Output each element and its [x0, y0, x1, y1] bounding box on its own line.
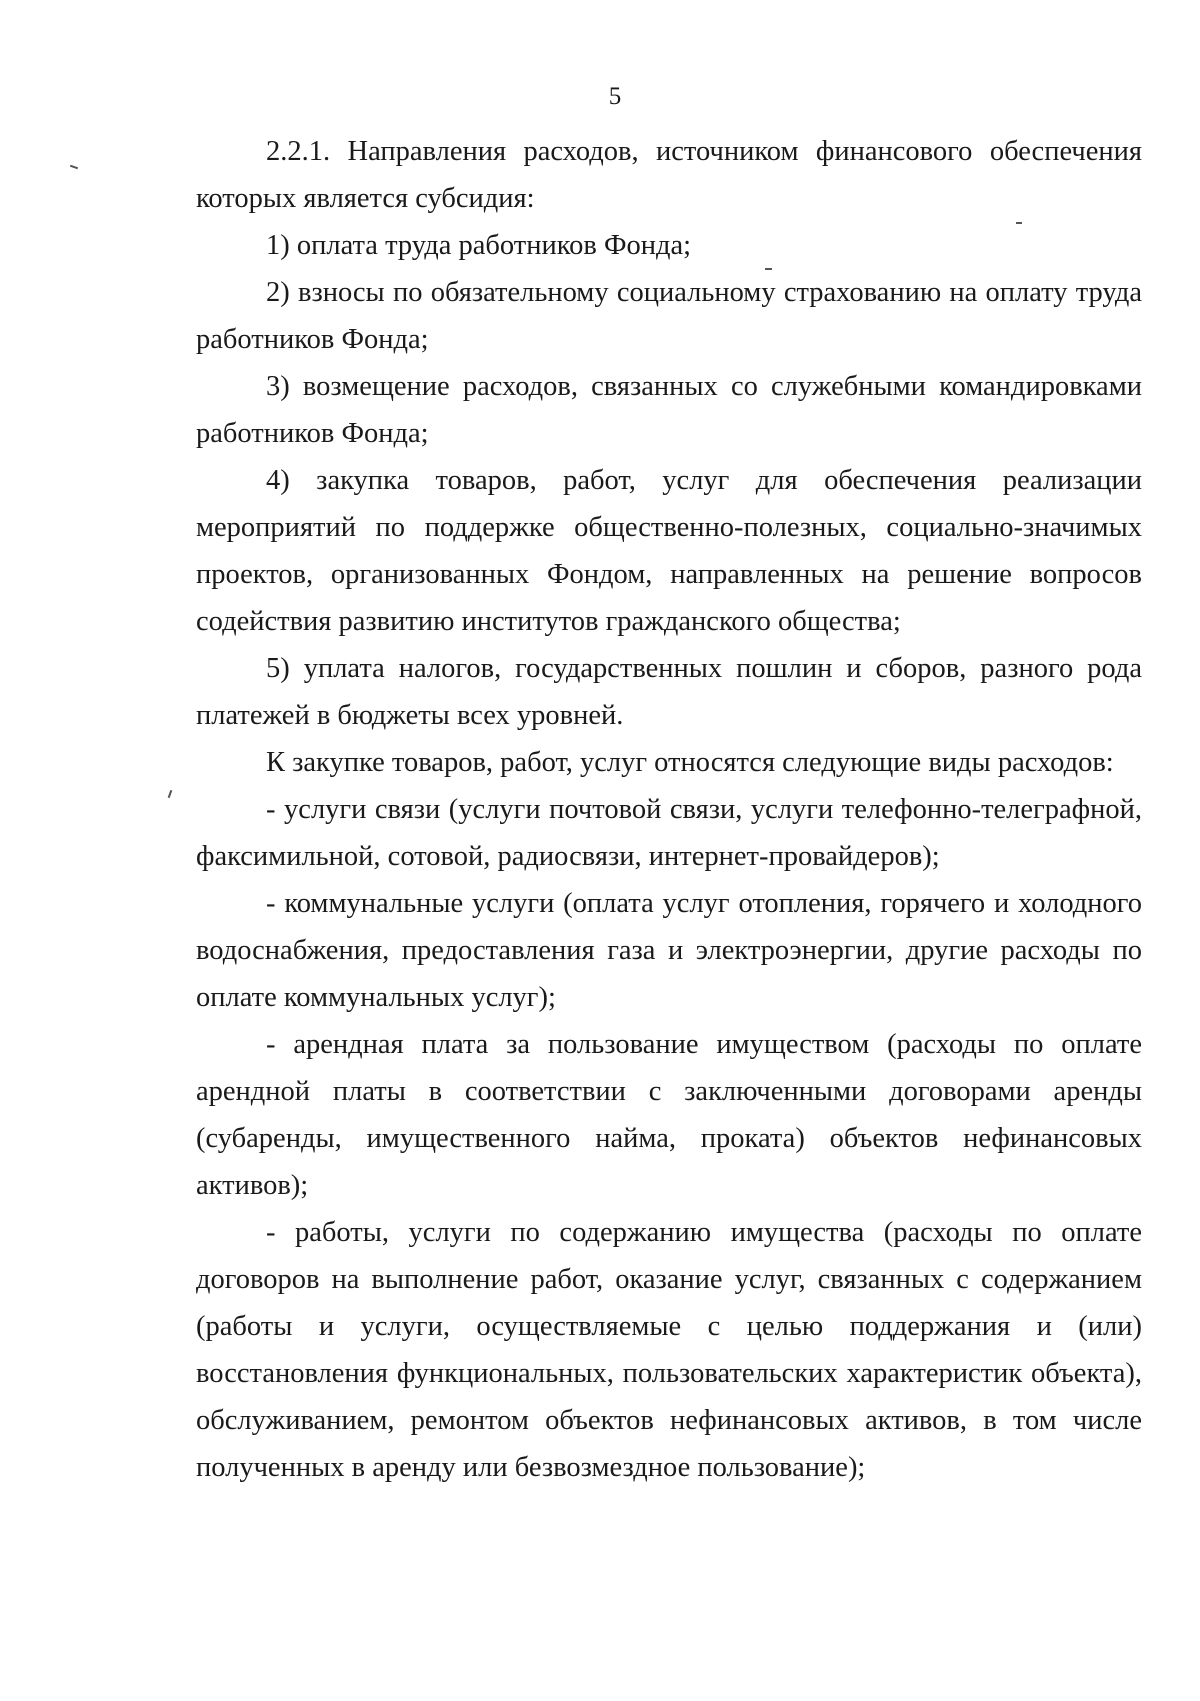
- list-item-2: 2) взносы по обязательному социальному страхованию на оплату труда работников Фонда;: [196, 277, 1142, 355]
- expense-item-utilities: - коммунальные услуги (оплата услуг отопления, горячего и холодного водоснабжения, предоставления газа и электроэнергии, другие расходы по оплате коммунальных услуг);: [196, 888, 1142, 1013]
- expense-item-communication: - услуги связи (услуги почтовой связи, услуги телефонно-телеграфной, факсимильной, сотовой, радиосвязи, интернет-провайдеров);: [196, 794, 1142, 872]
- procurement-intro: К закупке товаров, работ, услуг относятся следующие виды расходов:: [266, 747, 1114, 778]
- list-item-3: 3) возмещение расходов, связанных со служебными командировками работников Фонда;: [196, 371, 1142, 449]
- list-item-4: 4) закупка товаров, работ, услуг для обеспечения реализации мероприятий по поддержке общественно-полезных, социально-значимых проектов, организованных Фондом, направленных на решение вопросов содействия развитию институтов гражданского общества;: [196, 465, 1142, 637]
- page-number: 5: [608, 83, 622, 110]
- document-body: [196, 128, 1142, 1491]
- expense-item-rent: - арендная плата за пользование имуществом (расходы по оплате арендной платы в соответствии с заключенными договорами аренды (субаренды, имущественного найма, проката) объектов нефинансовых активов);: [196, 1029, 1142, 1201]
- expense-item-maintenance: - работы, услуги по содержанию имущества (расходы по оплате договоров на выполнение работ, оказание услуг, связанных с содержанием (работы и услуги, осуществляемые с целью поддержания и (или) восстановления функциональных, пользовательских характеристик объекта), обслуживанием, ремонтом объектов нефинансовых активов, в том числе полученных в аренду или безвозмездное пользование);: [196, 1217, 1142, 1483]
- scan-speck: [765, 268, 772, 270]
- list-item-1: 1) оплата труда работников Фонда;: [266, 230, 692, 261]
- list-item-5: 5) уплата налогов, государственных пошлин и сборов, разного рода платежей в бюджеты всех уровней.: [196, 653, 1142, 731]
- scan-speck: [1016, 222, 1022, 224]
- paragraph-2-2-1: 2.2.1. Направления расходов, источником финансового обеспечения которых является субсидия:: [196, 136, 1142, 214]
- scan-speck: [168, 790, 173, 798]
- scan-speck: [70, 165, 78, 170]
